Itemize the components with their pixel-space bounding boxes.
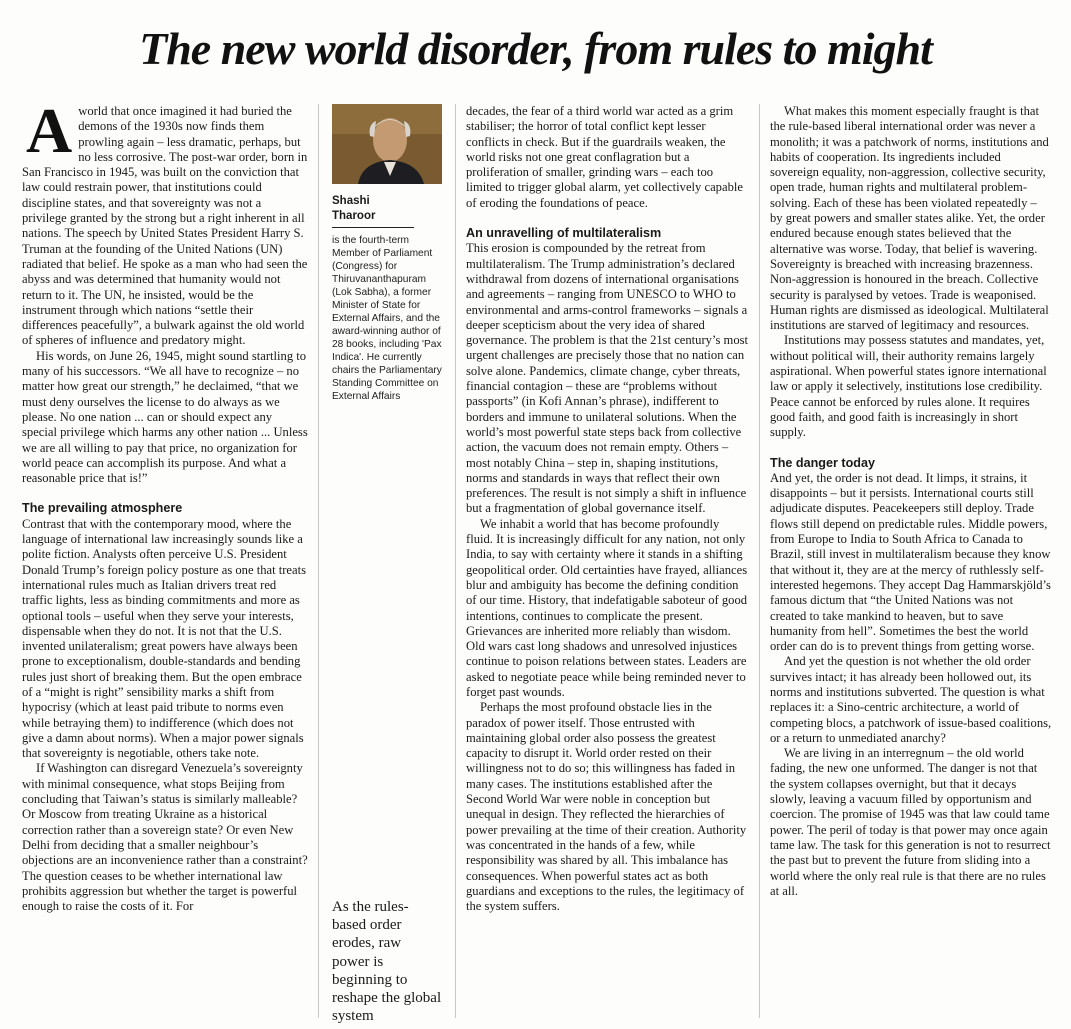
paragraph: Perhaps the most profound obstacle lies in the paradox of power itself. Those entrusted with maintaining global order also possess the greatest capacity to disrupt it. World order rested on their willingness not to do so; this willingness has faded in many cases. The institutions established after the Second World War were noble in conception but unequal in design. They reflected the hierarchies of power prevailing at the time of their creation. Authority was concentrated in the hands of a few, while responsibility was shared by all. This imbalance has consequences. When powerful states act as both guardians and exceptions to the rules, the legitimacy of the system suffers. [466, 700, 747, 914]
paragraph: And yet, the order is not dead. It limps, it strains, it disappoints – but it persists. International courts still adjudicate disputes. Peacekeepers still deploy. Trade flows still depend on predictable rules. Middle powers, from Europe to India to South Africa to Canada to Brazil, still invest in multilateralism because they know that without it, they are at the mercy of ruthlessly self-interested hegemons. They accept Dag Hammarskjöld’s famous dictum that “the United Nations was not created to take mankind to heaven, but to save humanity from hell”. Sometimes the best the world order can do is to prevent things from getting worse. [770, 470, 1051, 654]
subheading: An unravelling of multilateralism [466, 226, 662, 241]
paragraph: Contrast that with the contemporary mood, where the language of international law increasingly sounds like a polite fiction. Analysts often perceive U.S. President Donald Trump’s foreign policy posture as one that treats international rules much as Italian drivers treat red traffic lights, less as binding commitments and more as optional tools – useful when they serve your interests, dispensable when they do not. It is not that the U.S. invented unilateralism; great powers have always been prone to exceptionalism, double-standards and bending rules just short of breaking them. But the open embrace of a “might is right” sensibility marks a shift from hypocrisy (which at least paid tribute to norms even while betraying them) to indifference (which does not give a damn about norms). When a major power signals that sovereignty is negotiable, others take note. [22, 516, 307, 761]
subheading: The danger today [770, 455, 875, 470]
paragraph: We inhabit a world that has become profoundly fluid. It is increasingly difficult for any nation, not only India, to say with certainty where it stands in a shifting geopolitical order. Old certainties have frayed, alliances blur and ambiguity has become the defining condition of our time. History, that indefatigable saboteur of good intentions, continues to complicate the present. Grievances are inherited more reliably than wisdom. Old wars cast long shadows and unresolved injustices continue to poison relations between states. Leaders are asked to negotiate peace while being reminded never to forget past wounds. [466, 516, 748, 699]
author-photo [332, 104, 442, 184]
pull-quote: As the rules-based order erodes, raw power is beginning to reshape the global system [332, 899, 442, 1025]
paragraph: decades, the fear of a third world war acted as a grim stabiliser; the horror of total conflict kept lesser conflicts in check. But if the guardrails weaken, the world risks not one great conflagration but a proliferation of smaller, grinding wars – each too limited to trigger global alarm, yet collectively capable of eroding the foundations of peace. [466, 104, 743, 210]
author-column [332, 104, 442, 1024]
column-divider [455, 104, 456, 1018]
author-bio: is the fourth-term Member of Parliament (Congress) for Thiruvananthapuram (Lok Sabha), a former Minister of State for External Affairs, and the award-winning author of 28 books, including 'Pax Indica'. He currently chairs the Parliamentary Standing Committee on External Affairs [332, 234, 442, 402]
column-divider [759, 104, 760, 1018]
article-column-3 [466, 104, 748, 1024]
author-name: Shashi Tharoor [332, 194, 414, 228]
paragraph: What makes this moment especially fraught is that the rule-based liberal international order was never a monolith; it was a patchwork of norms, institutions and habits of cooperation. Its ingredients included sovereign equality, non-aggression, collective security, open trade, human rights and multilateral problem-solving. Each of these has been violated repeatedly – by great powers and smaller states alike. Yet, the order endured because enough states believed that the alternative was worse. Today, that belief is wavering. Sovereignty is breached with increasing brazenness. Non-aggression is honoured in the breach. Collective security is paralysed by vetoes. Trade is weaponised. Human rights are dismissed as ideological. Multilateral institutions are starved of legitimacy and resources. [770, 104, 1049, 333]
paragraph: We are living in an interregnum – the old world fading, the new one unformed. The danger is not that the system collapses overnight, but that it decays slowly, leaving a vacuum filled by opportunism and coercion. The promise of 1945 was that law could tame power. The peril of today is that power may once again tame law. The task for this generation is not to resurrect the past but to prevent the future from sliding into a world where the only real rule is that there are no rules at all. [770, 746, 1051, 898]
article-column-1 [22, 104, 308, 1024]
paragraph: Institutions may possess statutes and mandates, yet, without political will, their authority remains largely aspirational. When powerful states ignore international law or apply it selectively, institutions lose credibility. Peace cannot be enforced by rules alone. It requires good faith, and good faith is increasingly in short supply. [770, 333, 1047, 440]
article-column-4 [770, 104, 1052, 1024]
intro-paragraph: Aworld that once imagined it had buried the demons of the 1930s now finds them prowling again – less dramatic, perhaps, but no less corrosive. The post-war order, born in San Francisco in 1945, was built on the conviction that law could restrain power, that institutions could discipline states, and that sovereignty was not a privilege granted by the strong but a right inherent in all nations. The speech by United States President Harry S. Truman at the founding of the United Nations (UN) radiated that belief. He spoke as a man who had seen the abyss and was determined that humanity would not return to it. The UN, he insisted, would be the instrument through which nations “settle their differences peacefully”, a bulwark against the old world of spheres of influence and predatory might. [22, 104, 308, 348]
column-divider [318, 104, 319, 1018]
paragraph: And yet the question is not whether the old order survives intact; it has already been hollowed out, its norms and institutions subverted. The question is what replaces it: a Sino-centric architecture, a world of competing blocs, a patchwork of issue-based coalitions, or a return to unmediated anarchy? [770, 654, 1052, 745]
headline: The new world disorder, from rules to might [139, 23, 932, 74]
paragraph: This erosion is compounded by the retreat from multilateralism. The Trump administration’s declared withdrawal from dozens of international organisations and agreements – ranging from UNESCO to WHO to environmental and arms-control frameworks – signals a deeper scepticism about the very idea of shared governance. The problem is that the 21st century’s most urgent challenges are precisely those that no nation can solve alone. Pandemics, climate change, cyber threats, financial contagion – these are “problems without passports” (in Kofi Annan’s phrase), indifferent to borders and immune to unilateral solutions. When the world’s most powerful state steps back from collective action, the vacuum does not remain empty. Others – most notably China – step in, shaping institutions, norms and standards in ways that reflect their own preferences. The result is not simply a shift in influence but a fragmentation of global governance itself. [466, 241, 748, 516]
subheading: The prevailing atmosphere [22, 501, 183, 516]
paragraph: If Washington can disregard Venezuela’s sovereignty with minimal consequence, what stops Beijing from concluding that Taiwan’s status is similarly malleable? Or Moscow from treating Ukraine as a historical correction rather than a sovereign state? Or even New Delhi from deciding that a smaller neighbour’s objections are an inconvenience rather than a constraint? The question ceases to be whether international law prohibits aggression but whether the target is powerful enough to raise the costs of it. For [22, 761, 308, 914]
author-portrait-icon [332, 104, 442, 184]
paragraph: His words, on June 26, 1945, might sound startling to many of his successors. “We all have to recognize – no matter how great our strength,” he declaimed, “that we must deny ourselves the license to do always as we please. No one nation ... can or should expect any special privilege which harms any other nation ... Unless we are all willing to pay that price, no organization for world peace can accomplish its purpose. And what a reasonable price that is!” [22, 348, 308, 486]
drop-cap: A [26, 104, 73, 166]
